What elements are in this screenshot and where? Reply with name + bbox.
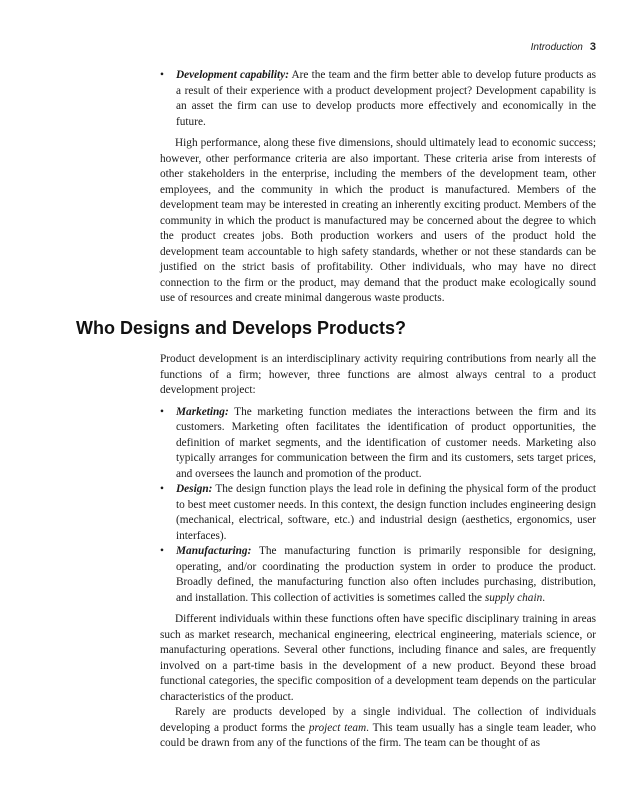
emphasis-supply-chain: supply chain	[484, 591, 543, 604]
bullet-manufacturing	[160, 544, 596, 606]
body-paragraph: High performance, along these five dimensions, should ultimately lead to economic success; however, other performance criteria are also important. These criteria arise from interests of other stakeholders in the enterprise, including the members of the development team, other employees, and the community in which the product is manufactured. Members of the development team may be interested in creating an inherently exciting product. Members of the community in which the product is manufactured may be concerned about the degree to which the product creates jobs. Both production workers and users of the product hold the development team accountable to high safety standards, whether or not these standards can be justified on the strict basis of profitability. Other individuals, who may have no direct connection to the firm or the product, may demand that the product make ecologically sound use of resources and create minimal dangerous waste products.	[160, 137, 596, 304]
bullet-term: Development capability:	[176, 69, 289, 81]
bullet-end: .	[542, 591, 546, 604]
para3-before: Rarely are products developed by a single individual. The collection of individuals developing a product forms the	[160, 706, 596, 734]
bullet-text: Are the team and the firm better able to develop future products as a result of their experience with a product development project? Development capability is an asset the firm can use to develop products more effectively and economically in the future.	[176, 69, 597, 128]
bullet-term: Manufacturing:	[176, 545, 252, 557]
para3-after: . This team usually has a single team leader, who could be drawn from any of the functions of the firm. The team can be thought of as	[160, 721, 596, 749]
emphasis-project-team: project team	[308, 721, 367, 734]
chapter-title: Introduction	[530, 42, 583, 53]
bullet-dot: •	[160, 405, 164, 418]
bullet-marketing	[160, 405, 596, 483]
bullet-text: The marketing function mediates the interactions between the firm and its customers. Marketing often facilitates the identification of product opportunities, the definition of market segments, and the identification of customer needs. Marketing also typically arranges for communication between the firm and its customers, sets target prices, and oversees the launch and promotion of the product.	[176, 405, 597, 480]
bullet-term: Design:	[176, 483, 213, 495]
page-number: 3	[589, 41, 596, 53]
bullet-development-capability	[160, 68, 596, 130]
top-text-block	[160, 68, 596, 307]
body-paragraph-3	[160, 705, 596, 752]
bullet-dot: •	[160, 483, 164, 495]
bullet-text: The design function plays the lead role in defining the physical form of the product to best meet customer needs. In this context, the design function includes engineering design (mechanical, electrical, software, etc.) and industrial design (aesthetics, ergonomics, user interfaces).	[176, 483, 596, 542]
bullet-dot: •	[160, 69, 164, 81]
intro-paragraph: Product development is an interdisciplinary activity requiring contributions from nearly all the functions of a firm; however, three functions are almost always central to a product development project:	[160, 353, 596, 396]
bullet-dot: •	[160, 545, 164, 557]
section-text-block	[160, 352, 596, 752]
bullet-term: Marketing:	[176, 405, 229, 418]
running-header	[531, 41, 596, 53]
bullet-text: The manufacturing function is primarily responsible for designing, operating, and/or coordinating the production system in order to produce the product. Broadly defined, the manufacturing function also often includes purchasing, distribution, and installation. This collection of activities is sometimes called the	[176, 545, 596, 604]
body-paragraph-2: Different individuals within these functions often have specific disciplinary training in areas such as market research, mechanical engineering, electrical engineering, materials science, or manufacturing operations. Several other functions, including finance and sales, are frequently involved on a part-time basis in the development of a new product. Beyond these broad functional categories, the specific composition of a development team depends on the particular characteristics of the product.	[160, 613, 596, 703]
section-heading: Who Designs and Develops Products?	[76, 318, 407, 338]
bullet-design	[160, 482, 596, 544]
